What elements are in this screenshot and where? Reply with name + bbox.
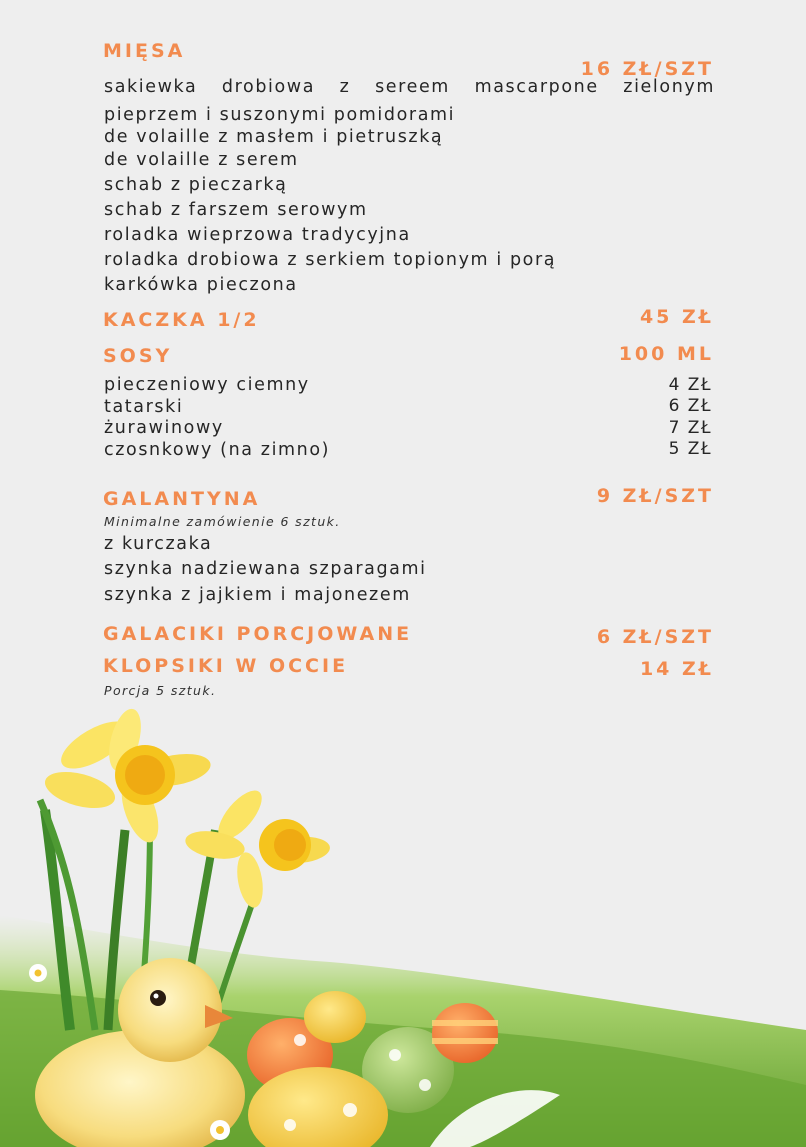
menu-item: de volaille z masłem i pietruszką [104,127,444,147]
menu-item: szynka nadziewana szparagami [104,559,427,579]
section-title-sosy: SOSY [103,345,173,367]
menu-item: schab z farszem serowym [104,200,368,220]
section-title-kaczka: KACZKA 1/2 [103,309,260,331]
menu-item: sakiewka drobiowa z sereem mascarpone zielonym [104,77,715,97]
easter-egg-icon [432,1003,498,1063]
section-title-galantyna: GALANTYNA [103,488,261,510]
sauce-name: czosnkowy (na zimno) [104,440,331,460]
price-galaciki: 6 ZŁ/SZT [596,626,714,648]
note-klopsiki: Porcja 5 sztuk. [104,683,217,698]
note-galantyna: Minimalne zamówienie 6 sztuk. [104,514,341,529]
menu-item: schab z pieczarką [104,175,288,195]
sauce-price: 4 ZŁ [668,375,712,395]
section-title-galaciki: GALACIKI PORCJOWANE [103,623,413,645]
price-sosy: 100 ML [618,343,714,365]
price-klopsiki: 14 ZŁ [639,658,714,680]
price-galantyna: 9 ZŁ/SZT [596,485,714,507]
menu-item: szynka z jajkiem i majonezem [104,585,411,605]
price-kaczka: 45 ZŁ [639,306,714,328]
sauce-name: żurawinowy [104,418,224,438]
sauce-price: 5 ZŁ [668,439,712,459]
menu-item: pieprzem i suszonymi pomidorami [104,105,456,125]
menu-item: de volaille z serem [104,150,299,170]
menu-item: karkówka pieczona [104,275,298,295]
sauce-name: pieczeniowy ciemny [104,375,310,395]
menu-item: z kurczaka [104,534,213,554]
easter-egg-icon [304,991,366,1043]
price-miesa: 16 ZŁ/SZT [580,58,714,80]
sauce-price: 7 ZŁ [668,418,712,438]
daffodil-icon [41,705,213,847]
section-title-klopsiki: KLOPSIKI W OCCIE [103,655,349,677]
menu-item: roladka wieprzowa tradycyjna [104,225,411,245]
menu-item: roladka drobiowa z serkiem topionym i porą [104,250,557,270]
easter-illustration [0,700,806,1147]
sauce-name: tatarski [104,397,184,417]
section-title-miesa: MIĘSA [103,40,186,62]
sauce-price: 6 ZŁ [668,396,712,416]
